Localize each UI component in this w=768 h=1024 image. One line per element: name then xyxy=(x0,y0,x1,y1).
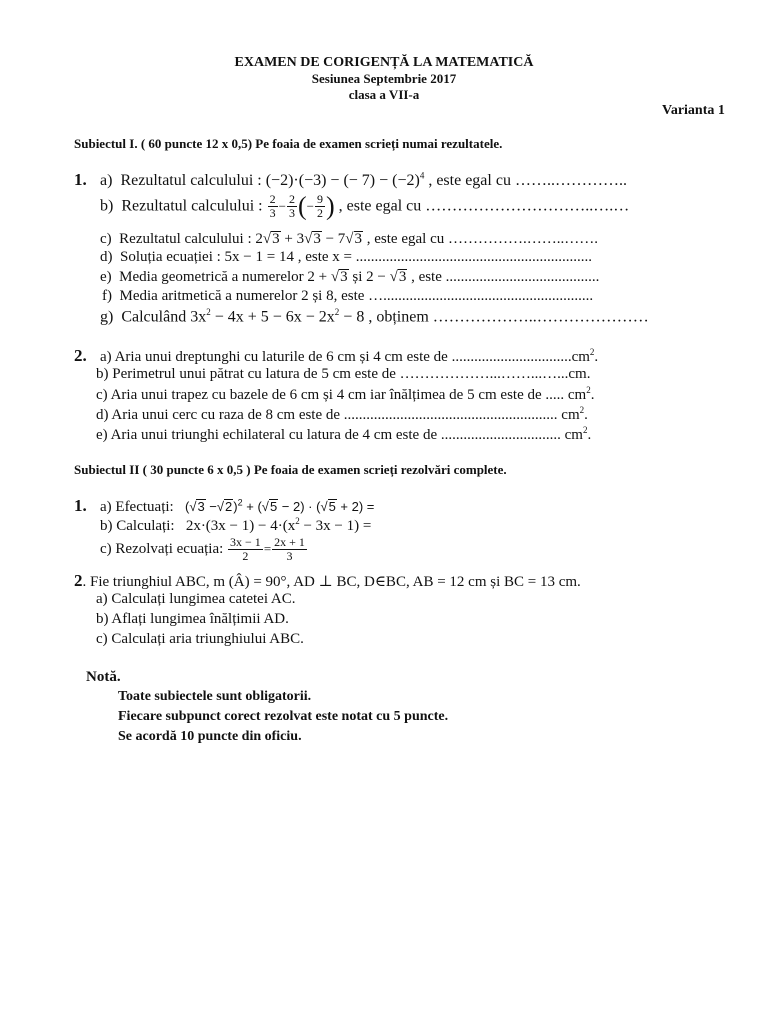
exam-title: EXAMEN DE CORIGENȚĂ LA MATEMATICĂ xyxy=(234,55,534,70)
subject1-q1-b: b) Rezultatul calculului : $\frac{2}{3}$ − $\frac{2}{3}$ (− $\frac{9}{2}$ ) , este egal cu …………………………..….… xyxy=(100,191,630,221)
subject1-q1-f: f) Media aritmetică a numerelor 2 și 8, este …........................................................ xyxy=(102,288,594,304)
q1-b-suffix: , este egal cu …………………………..….… xyxy=(338,197,630,215)
subject1-q2-b: b) Perimetrul unui pătrat cu latura de 5 cm este de ………………...……...…...cm. xyxy=(96,366,591,382)
subject1-q2-c: c) Aria unui trapez cu bazele de 6 cm și 4 cm iar înălțimea de 5 cm este de ..... $cm^2$. xyxy=(96,385,595,403)
note-title: Notă. xyxy=(86,669,121,685)
q1-a-text: Rezultatul calculului : (−2)·(−3) − (− 7) − (−2) xyxy=(120,172,420,189)
subject2-q1-b: b) Calculați: $2x\cdot(3x - 1) - 4\cdot(x^2 - 3x - 1)$ = xyxy=(100,516,372,534)
q1-c-fraction-right: $\frac{2x + 1}{3}$ xyxy=(274,535,305,564)
subject1-q1-g: g) Calculând $3x^2 - 4x + 5 - 6x - 2x^2 - 8$ , obținem ………………..………………… xyxy=(100,307,649,326)
subject1-q1-d: d) Soluția ecuației : 5x − 1 = 14 , este x = ............................................................... xyxy=(100,249,593,265)
subject2-q1-a: 1. a) Efectuați: $(√3 -√2)^2 + (√5 - 2) \cdot (√5 + 2)$ = xyxy=(74,496,375,515)
q1-a-exponent: 4 xyxy=(419,170,425,181)
q1-b-fraction-1: $\frac{2}{3}$ xyxy=(269,192,276,221)
note-line-2: Fiecare subpunct corect rezolvat este notat cu 5 puncte. xyxy=(118,709,449,724)
note-line-3: Se acordă 10 puncte din oficiu. xyxy=(118,729,302,744)
subject1-q2-a: 2. a) Aria unui dreptunghi cu laturile de 6 cm și 4 cm este de $................................cm^2$. xyxy=(74,346,599,365)
subject2-heading: Subiectul II ( 30 puncte 6 x 0,5 ) Pe foaia de examen scrieți rezolvări complete. xyxy=(74,462,507,477)
q1-c-label: c) xyxy=(100,231,112,247)
subject2-q1-c: c) Rezolvați ecuația: $\frac{3x - 1}{2}$ = $\frac{2x + 1}{3}$ xyxy=(100,535,305,564)
q1-b-fraction-3: $\frac{9}{2}$ xyxy=(316,192,323,221)
subject2-q2-b: b) Aflați lungimea înălțimii AD. xyxy=(96,611,289,627)
q1-a-suffix: , este egal cu ……..………….. xyxy=(424,172,627,189)
subject2-q2-intro: 2. Fie triunghiul ABC, m (Â) = 90°, AD ⊥ BC, D∈BC, AB = 12 cm și BC = 13 cm. xyxy=(74,571,581,590)
subject1-q1-e: e) Media geometrică a numerelor 2 + √3 și 2 − √3 , este ......................................... xyxy=(100,269,600,285)
subject1-heading: Subiectul I. ( 60 puncte 12 x 0,5) Pe foaia de examen scrieți numai rezultatele. xyxy=(74,136,503,151)
subject2-q2-c: c) Calculați aria triunghiului ABC. xyxy=(96,631,304,647)
subject1-q1-c: c) Rezultatul calculului : 2√3 + 3√3 − 7√3 , este egal cu …………….……..……. xyxy=(100,231,598,247)
subject2-q2-a: a) Calculați lungimea catetei AC. xyxy=(96,591,296,607)
q1-b-text: Rezultatul calculului : xyxy=(121,197,263,215)
subject1-q2-d: d) Aria unui cerc cu raza de 8 cm este de ......................................................... $cm^2$. xyxy=(96,405,588,423)
note-line-1: Toate subiectele sunt obligatorii. xyxy=(118,689,312,704)
exam-grade: clasa a VII-a xyxy=(348,87,420,102)
subject1-q1-a xyxy=(74,171,627,189)
q2-number: 2. xyxy=(74,346,87,365)
subject1-q2-e: e) Aria unui triunghi echilateral cu latura de 4 cm este de ................................ $cm^2$. xyxy=(96,425,592,443)
sqrt-symbol: √3 xyxy=(262,231,280,247)
exam-variant: Varianta 1 xyxy=(662,103,725,118)
q1-b-fraction-2: $\frac{2}{3}$ xyxy=(288,192,295,221)
q1-c-fraction-left: $\frac{3x - 1}{2}$ xyxy=(230,535,261,564)
q1-a-label: a) xyxy=(100,172,113,189)
q1-b-label: b) xyxy=(100,197,114,215)
q1-number: 1. xyxy=(74,170,87,189)
exam-session: Sesiunea Septembrie 2017 xyxy=(311,71,457,86)
